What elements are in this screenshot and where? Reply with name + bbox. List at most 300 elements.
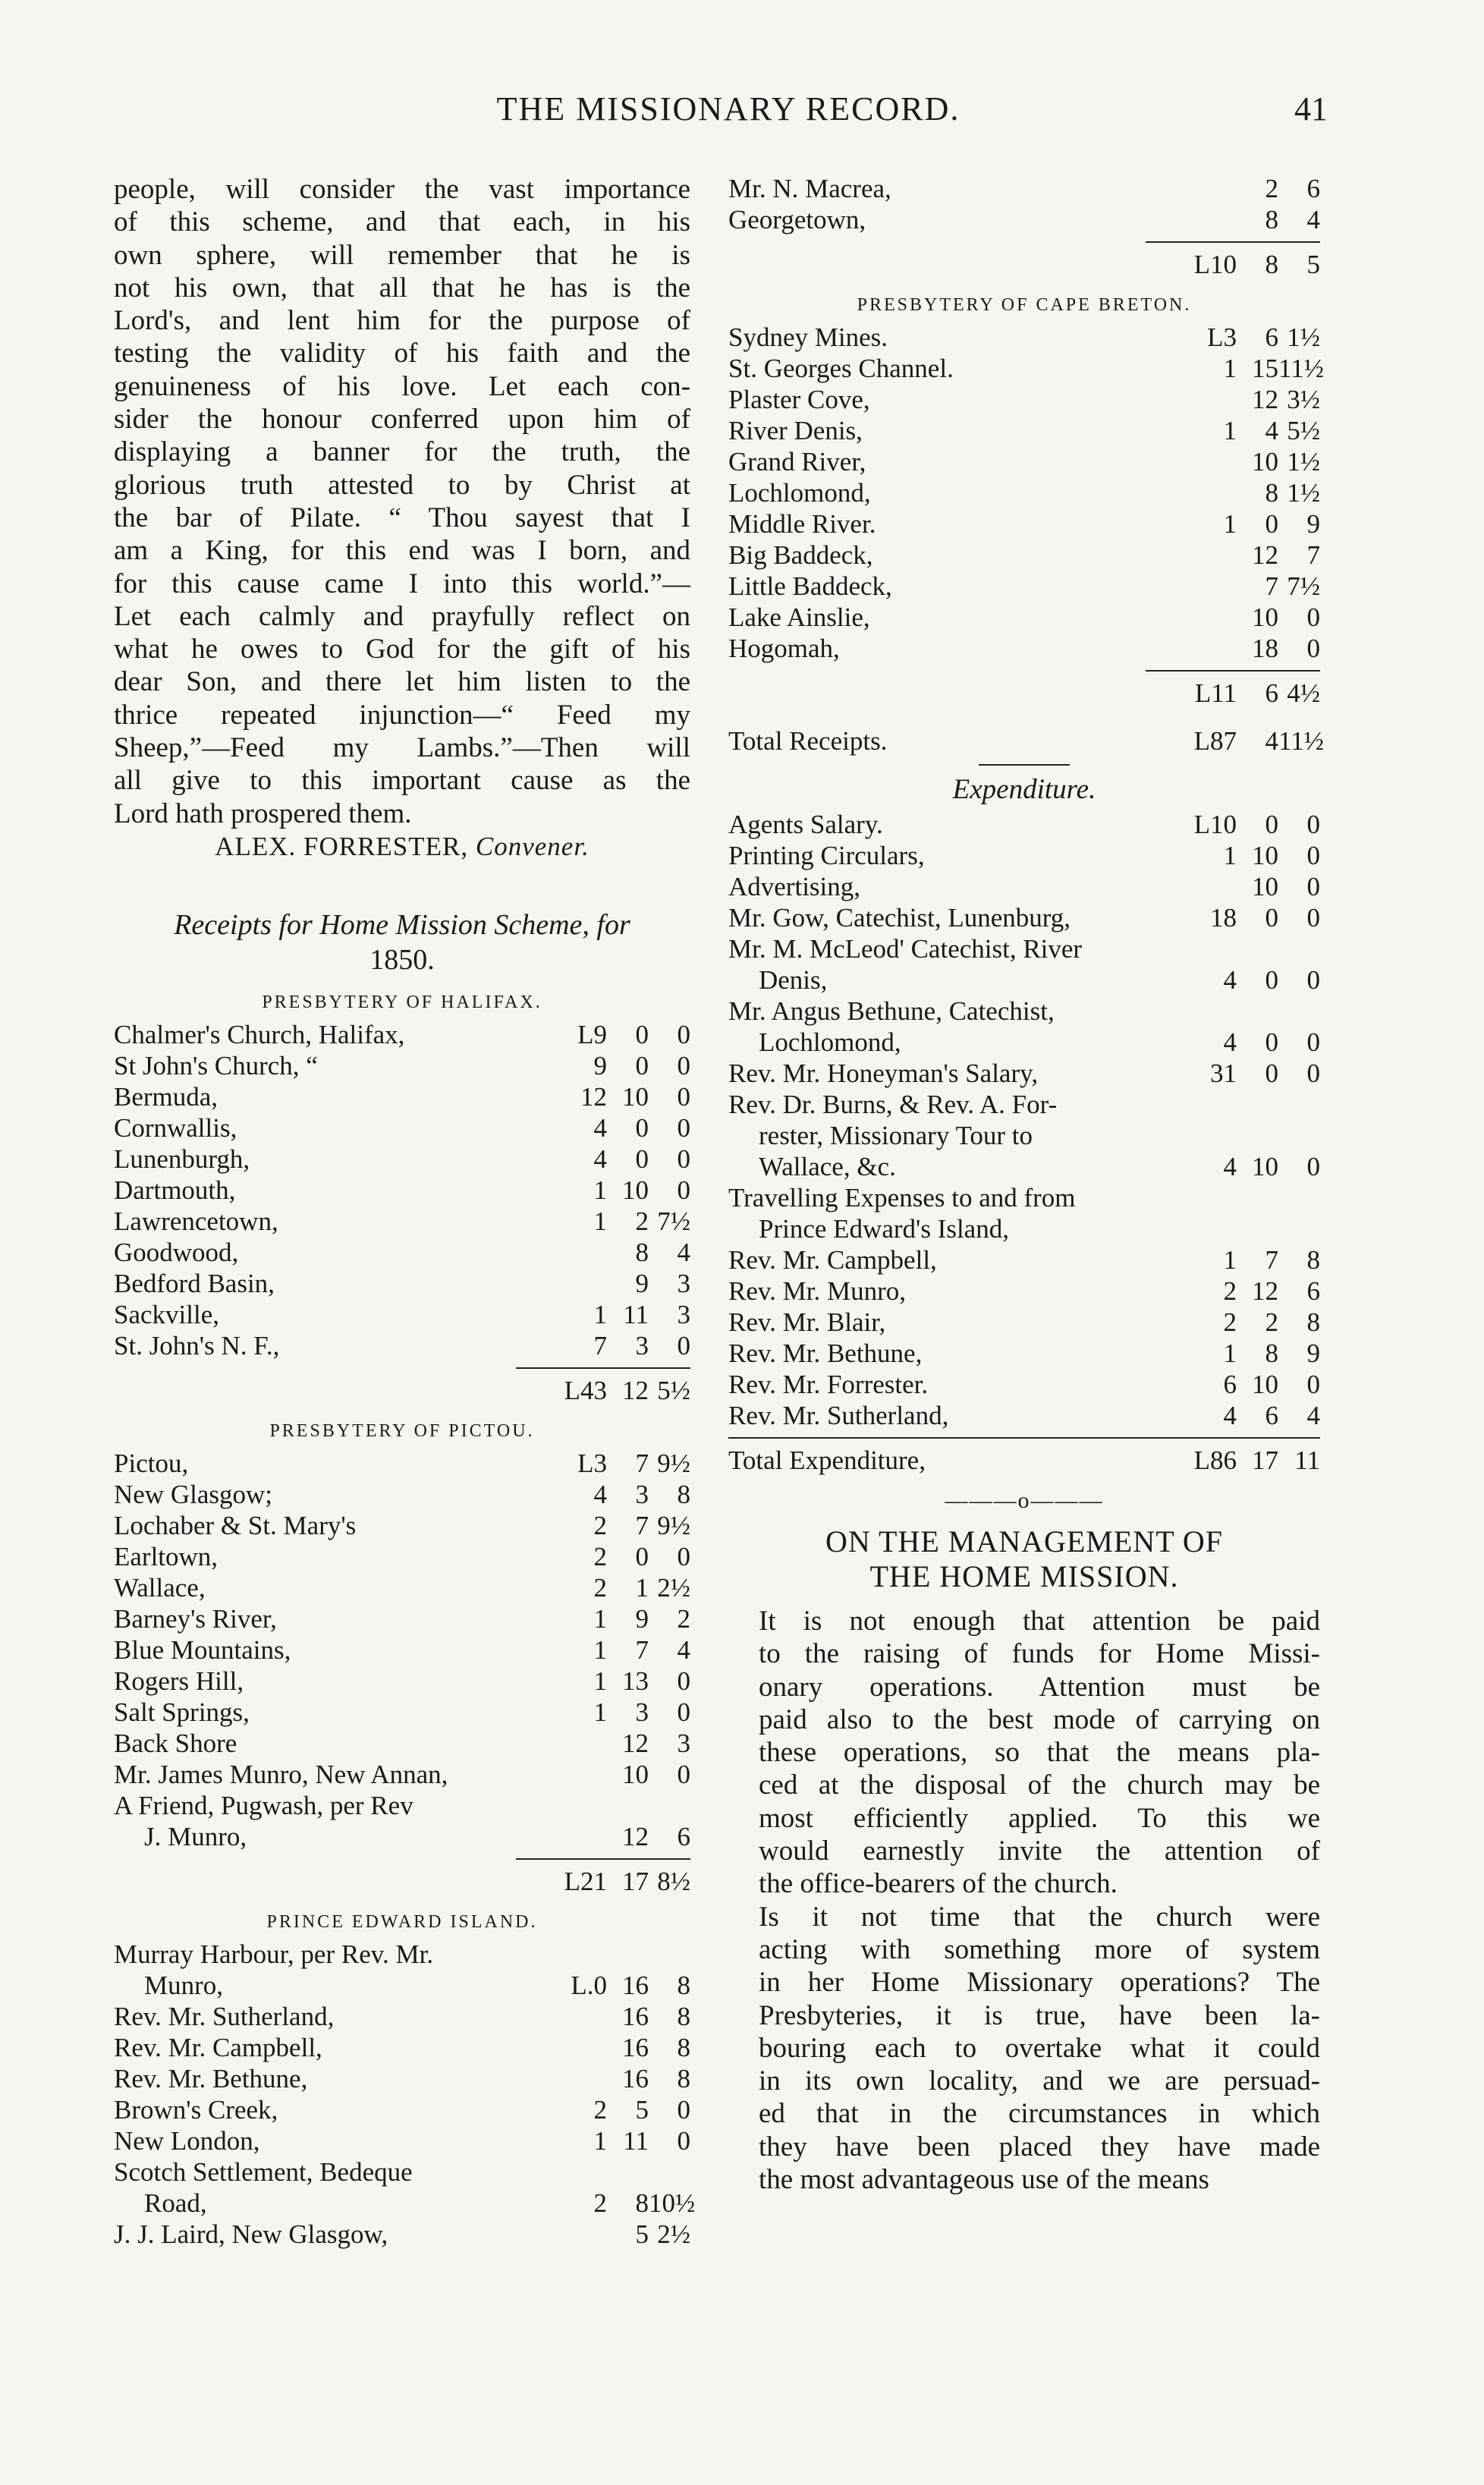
ledger-item: Lake Ainslie, <box>728 602 870 632</box>
ledger-item: Sydney Mines. <box>728 322 888 352</box>
paragraph-line: all give to this important cause as the <box>114 765 690 797</box>
ledger-amount <box>1237 1120 1278 1151</box>
ledger-amount: 0 <box>635 1541 649 1571</box>
ledger-amount <box>1180 384 1237 415</box>
ledger-amount: 11 <box>623 2125 649 2156</box>
article-title-line-2: THE HOME MISSION. <box>869 1559 1179 1593</box>
ledger-row <box>114 1603 690 1634</box>
ledger-row <box>114 1970 690 2001</box>
ledger-amount: 2 <box>593 2188 607 2218</box>
ledger-row <box>728 809 1320 840</box>
ledger-item: St. Georges Channel. <box>728 354 954 383</box>
ledger-amount: 8 <box>635 1237 649 1267</box>
total-receipts: Total Receipts. L87 4 11½ <box>728 726 1324 756</box>
paragraph-line: genuineness of his love. Let each con- <box>114 370 690 402</box>
ledger-amount: 8 <box>677 2032 690 2062</box>
ledger-amount <box>550 2156 607 2188</box>
ledger-item: rester, Missionary Tour to <box>759 1121 1033 1150</box>
ledger-amount: 2½ <box>657 1572 690 1603</box>
paragraph-line: acting with something more of system <box>759 1933 1320 1965</box>
ledger-row <box>114 2188 696 2219</box>
ledger-amount: 7 <box>635 1634 649 1665</box>
ledger-amount: L3 <box>577 1448 607 1478</box>
ledger-amount <box>1237 1089 1278 1120</box>
paragraph-line: thrice repeated injunction—“ Feed my <box>114 699 690 731</box>
pei-total: L10 8 5 <box>1193 250 1320 279</box>
ledger-row <box>728 1307 1320 1338</box>
ledger-amount: 0 <box>1265 965 1278 995</box>
ledger-amount <box>550 2063 607 2094</box>
ledger-amount: 31 <box>1210 1058 1237 1088</box>
paragraph-line: in her Home Missionary operations? The <box>759 1967 1320 1999</box>
ledger-amount: 4 <box>593 1479 607 1509</box>
ledger-amount: 2 <box>1265 174 1278 203</box>
ledger-item: Georgetown, <box>728 205 866 234</box>
ledger-amount: 0 <box>1265 509 1278 539</box>
ledger-amount: 2 <box>635 1206 649 1236</box>
paragraph-line: to the raising of funds for Home Missi- <box>759 1638 1320 1670</box>
receipts-heading <box>114 907 690 977</box>
ledger-item: Munro, <box>144 1970 224 2000</box>
ledger-amount: 0 <box>1306 841 1320 870</box>
expenditure-heading: Expenditure. <box>952 774 1096 805</box>
ledger-amount: 0 <box>677 1759 690 1789</box>
ledger-amount: 8 <box>677 2063 690 2093</box>
ledger-item: Road, <box>144 2188 207 2218</box>
pictou-ledger <box>114 1448 690 1852</box>
ledger-item: Lochaber & St. Mary's <box>114 1510 357 1540</box>
ledger-amount: 0 <box>677 1050 690 1081</box>
ledger-amount: 1½ <box>1287 478 1320 508</box>
ledger-row <box>114 1821 690 1852</box>
ledger-item: Rev. Mr. Bethune, <box>114 2063 308 2093</box>
ledger-item: Salt Springs, <box>114 1697 250 1727</box>
ledger-amount: 4 <box>1223 1152 1237 1181</box>
halifax-heading: PRESBYTERY OF HALIFAX. <box>262 992 542 1012</box>
ledger-item: Rev. Mr. Campbell, <box>114 2032 322 2062</box>
ledger-amount: 5½ <box>1287 416 1320 445</box>
ledger-amount: 0 <box>1306 872 1320 901</box>
ledger-amount: 0 <box>635 1143 649 1174</box>
ledger-amount: 7 <box>1265 1245 1278 1275</box>
ledger-amount: 6 <box>1265 1401 1278 1430</box>
article-title-line-1: ON THE MANAGEMENT OF <box>825 1524 1224 1559</box>
ledger-amount: 8 <box>1265 205 1278 234</box>
ledger-amount <box>1180 602 1237 633</box>
ledger-item: Cornwallis, <box>114 1112 237 1143</box>
ledger-amount <box>1180 1120 1237 1151</box>
ledger-row <box>114 1050 690 1081</box>
paragraph-line: sider the honour conferred upon him of <box>114 404 690 436</box>
ledger-row <box>728 633 1320 664</box>
halifax-ledger <box>114 1019 690 1361</box>
ledger-item: Plaster Cove, <box>728 385 870 414</box>
ledger-item: Lunenburgh, <box>114 1143 250 1174</box>
ledger-amount: 0 <box>677 1081 690 1112</box>
halifax-total: L43 12 5½ <box>564 1375 690 1405</box>
ledger-item: Bermuda, <box>114 1081 219 1112</box>
paragraph-line: most efficiently applied. To this we <box>759 1802 1320 1834</box>
ledger-amount: 0 <box>677 1112 690 1143</box>
ledger-amount: 9 <box>1306 509 1320 539</box>
pictou-rule <box>516 1858 690 1860</box>
ledger-amount: 5 <box>635 2094 649 2125</box>
ledger-item: Rev. Mr. Sutherland, <box>728 1401 949 1430</box>
ledger-amount: 9 <box>635 1603 649 1634</box>
ledger-item: Rev. Dr. Burns, & Rev. A. For- <box>728 1090 1058 1119</box>
ledger-amount <box>607 1790 649 1821</box>
paragraph-line: testing the validity of his faith and the <box>114 338 690 370</box>
signature <box>114 832 690 862</box>
ledger-amount: 7 <box>1265 571 1278 601</box>
ledger-amount: 1 <box>593 1666 607 1696</box>
ledger-item: Rev. Mr. Blair, <box>728 1307 886 1337</box>
ledger-amount: 4 <box>1223 965 1237 995</box>
ledger-item: Chalmer's Church, Halifax, <box>114 1019 405 1049</box>
ledger-amount: 3 <box>635 1479 649 1509</box>
ledger-row <box>114 1541 690 1572</box>
ledger-item: Dartmouth, <box>114 1175 236 1205</box>
paragraph-line: the bar of Pilate. “ Thou sayest that I <box>114 502 690 533</box>
ledger-amount <box>1180 871 1237 902</box>
ledger-amount: 0 <box>1265 810 1278 839</box>
ledger-row <box>728 477 1320 508</box>
ledger-amount: 7 <box>1306 540 1320 570</box>
ledger-item: Wallace, &c. <box>759 1152 896 1181</box>
ledger-amount <box>550 1728 607 1759</box>
ledger-item: Scotch Settlement, Bedeque <box>114 2156 413 2187</box>
ledger-amount <box>607 1939 649 1970</box>
paragraph-line: own sphere, will remember that he is <box>114 239 690 271</box>
ledger-amount: 8 <box>1306 1307 1320 1337</box>
ledger-amount: 12 <box>1252 540 1278 570</box>
ledger-row <box>728 1151 1320 1182</box>
ledger-amount: 8 <box>677 1479 690 1509</box>
ledger-amount <box>1278 1182 1320 1213</box>
left-column <box>114 173 696 2250</box>
paragraph-line: ed that in the circumstances in which <box>759 2098 1320 2130</box>
ledger-amount: 0 <box>677 1697 690 1727</box>
ledger-amount <box>550 1821 607 1852</box>
ledger-amount: L9 <box>577 1019 607 1049</box>
paragraph-line: in its own locality, and we are persuad- <box>759 2065 1320 2097</box>
ledger-row <box>114 1206 690 1237</box>
ledger-amount <box>1237 996 1278 1027</box>
paragraph-line: Let each calmly and prayfully reflect on <box>114 600 690 632</box>
ledger-amount: 9 <box>593 1050 607 1081</box>
ledger-amount <box>550 1237 607 1268</box>
ledger-amount: L.0 <box>571 1970 607 2000</box>
ledger-item: Grand River, <box>728 447 866 477</box>
ledger-amount: 6 <box>677 1821 690 1851</box>
ledger-amount: 10 <box>622 1759 649 1789</box>
ledger-amount <box>1278 1120 1320 1151</box>
ledger-row <box>114 1299 690 1330</box>
running-title: THE MISSIONARY RECORD. <box>496 90 961 127</box>
cape-breton-ledger <box>728 322 1324 664</box>
pictou-total: L21 17 8½ <box>564 1866 690 1896</box>
ledger-amount: 9 <box>1306 1338 1320 1368</box>
paragraph-line: Is it not time that the church were <box>759 1901 1320 1933</box>
ledger-amount: 3 <box>635 1697 649 1727</box>
ledger-item: St. John's N. F., <box>114 1330 280 1360</box>
ledger-item: Agents Salary. <box>728 810 883 839</box>
ledger-amount: 1½ <box>1287 322 1320 352</box>
ledger-amount <box>1180 633 1237 664</box>
ledger-row <box>114 1143 690 1175</box>
paragraph-line: would earnestly invite the attention of <box>759 1835 1320 1867</box>
ledger-amount: 0 <box>677 1019 690 1049</box>
ledger-amount: 4 <box>1223 1401 1237 1430</box>
ledger-amount: 10 <box>622 1175 649 1205</box>
paragraph-line: Lord's, and lent him for the purpose of <box>114 305 690 337</box>
ledger-amount <box>550 2032 607 2063</box>
ledger-amount: 1 <box>1223 1338 1237 1368</box>
paragraph-line: ced at the disposal of the church may be <box>759 1769 1320 1801</box>
ledger-amount: 1 <box>1223 841 1237 870</box>
ledger-amount <box>550 1268 607 1299</box>
article-paragraph-2 <box>728 1901 1320 2197</box>
ledger-item: Lochlomond, <box>728 478 871 508</box>
ledger-row <box>114 1759 690 1790</box>
ledger-row <box>728 996 1320 1027</box>
ledger-amount: 7½ <box>1287 571 1320 601</box>
ledger-amount <box>1278 1213 1320 1244</box>
ledger-item: Back Shore <box>114 1728 237 1758</box>
pei-rule <box>1146 241 1320 243</box>
ledger-amount: 13 <box>622 1666 649 1696</box>
ledger-amount: 0 <box>1306 1058 1320 1088</box>
ledger-amount: 1 <box>593 1697 607 1727</box>
ledger-item: Rev. Mr. Campbell, <box>728 1245 937 1275</box>
ledger-amount: 2½ <box>657 2219 690 2249</box>
ledger-row <box>114 1330 690 1361</box>
ledger-amount: 1 <box>593 2125 607 2156</box>
ledger-amount: 12 <box>622 1728 649 1758</box>
ledger-row <box>114 1237 690 1268</box>
paragraph-line: the most advantageous use of the means <box>759 2164 1209 2196</box>
ledger-row <box>728 384 1320 415</box>
ledger-amount: 10 <box>622 1081 649 1112</box>
ledger-amount: 4 <box>593 1112 607 1143</box>
ledger-item: Blue Mountains, <box>114 1634 291 1665</box>
ledger-row <box>114 1697 690 1728</box>
ledger-amount: 10 <box>1252 872 1278 901</box>
ledger-amount <box>550 2219 607 2250</box>
ledger-row <box>728 840 1320 871</box>
halifax-rule <box>516 1367 690 1369</box>
ledger-row <box>728 964 1320 996</box>
ledger-amount: 4 <box>1306 205 1320 234</box>
paragraph-line: the office-bearers of the church. <box>759 1868 1118 1900</box>
paragraph-line: bouring each to overtake what it could <box>759 2032 1320 2064</box>
ledger-amount <box>1278 996 1320 1027</box>
ledger-amount: 10½ <box>649 2188 696 2218</box>
ledger-amount: 6 <box>1265 322 1278 352</box>
ledger-amount: 0 <box>635 1019 649 1049</box>
ledger-amount <box>649 2156 690 2188</box>
ledger-amount: 9 <box>635 1268 649 1298</box>
ledger-row <box>728 539 1320 571</box>
ledger-item: Mr. Gow, Catechist, Lunenburg, <box>728 903 1071 933</box>
expenditure-rule <box>728 1437 1320 1439</box>
ledger-row <box>114 2032 690 2063</box>
receipts-divider <box>979 764 1070 766</box>
ledger-item: Mr. N. Macrea, <box>728 174 891 203</box>
ledger-amount <box>1278 933 1320 964</box>
ledger-row <box>114 2094 690 2125</box>
ledger-amount <box>649 1939 690 1970</box>
ledger-amount: 4 <box>1306 1401 1320 1430</box>
ledger-amount: 2 <box>593 1541 607 1571</box>
ledger-amount: 9½ <box>657 1448 690 1478</box>
ledger-item: Sackville, <box>114 1299 219 1329</box>
paragraph-line: displaying a banner for the truth, the <box>114 436 690 468</box>
cape-breton-rule <box>1146 670 1320 672</box>
ledger-item: Rev. Mr. Sutherland, <box>114 2001 335 2031</box>
ledger-amount <box>1180 173 1237 204</box>
ledger-row <box>728 902 1320 933</box>
ledger-amount <box>1237 1213 1278 1244</box>
ledger-amount: 0 <box>677 2094 690 2125</box>
ledger-amount: 1 <box>593 1603 607 1634</box>
ledger-amount: 4 <box>677 1634 690 1665</box>
ledger-row <box>728 571 1320 602</box>
ledger-amount: 18 <box>1210 903 1237 933</box>
ledger-amount: 1 <box>593 1634 607 1665</box>
right-column <box>728 173 1324 2196</box>
ledger-amount: 18 <box>1252 634 1278 663</box>
ledger-amount: 4 <box>593 1143 607 1174</box>
ledger-amount <box>649 1790 690 1821</box>
ledger-item: New Glasgow; <box>114 1479 272 1509</box>
ledger-amount: 3½ <box>1287 385 1320 414</box>
signature-name: ALEX. FORRESTER, <box>215 831 469 861</box>
ledger-amount <box>1237 933 1278 964</box>
page-number: 41 <box>1294 90 1328 127</box>
ledger-amount: 0 <box>1265 1058 1278 1088</box>
total-expenditure: Total Expenditure, L86 17 11 <box>728 1445 1320 1475</box>
ledger-row <box>114 1939 690 1970</box>
ledger-row <box>114 2001 690 2032</box>
ledger-amount: 11½ <box>1278 354 1324 383</box>
ledger-amount <box>1180 1089 1237 1120</box>
ledger-amount: L3 <box>1207 322 1237 352</box>
ledger-row <box>728 322 1320 353</box>
ledger-item: Earltown, <box>114 1541 219 1571</box>
ledger-amount: 15 <box>1252 354 1278 383</box>
ledger-item: Printing Circulars, <box>728 841 925 870</box>
ledger-amount: 0 <box>1265 903 1278 933</box>
ledger-item: Denis, <box>759 965 828 995</box>
pei-continued-ledger <box>728 173 1320 235</box>
ledger-amount: 0 <box>677 2125 690 2156</box>
ledger-item: Lawrencetown, <box>114 1206 278 1236</box>
ledger-amount <box>1180 1182 1237 1213</box>
ledger-row <box>114 1175 690 1206</box>
ledger-row <box>728 933 1320 964</box>
cape-breton-heading: PRESBYTERY OF CAPE BRETON. <box>857 295 1192 315</box>
ledger-amount <box>1180 996 1237 1027</box>
ledger-row <box>114 2125 690 2156</box>
pei-ledger <box>114 1939 696 2250</box>
ledger-row <box>728 602 1320 633</box>
ledger-item: A Friend, Pugwash, per Rev <box>114 1790 413 1820</box>
section-ornament: ———o——— <box>945 1488 1104 1513</box>
paragraph-line: what he owes to God for the gift of his <box>114 634 690 665</box>
ledger-amount: 0 <box>1306 1152 1320 1181</box>
ledger-row <box>114 2219 690 2250</box>
ledger-amount: 2 <box>1265 1307 1278 1337</box>
ledger-amount: 0 <box>635 1112 649 1143</box>
ledger-amount <box>1278 1089 1320 1120</box>
ledger-amount: 11 <box>623 1299 649 1329</box>
ledger-amount <box>1180 477 1237 508</box>
ledger-amount <box>550 1939 607 1970</box>
ledger-amount: 4 <box>1223 1027 1237 1057</box>
ledger-row <box>728 1213 1320 1244</box>
ledger-amount: 2 <box>677 1603 690 1634</box>
paragraph-line: these operations, so that the means pla- <box>759 1737 1320 1769</box>
ledger-amount: 2 <box>593 1510 607 1540</box>
ledger-amount: 1½ <box>1287 447 1320 477</box>
ledger-item: Wallace, <box>114 1572 206 1603</box>
ledger-amount: 8 <box>635 2188 649 2218</box>
ledger-item: Bedford Basin, <box>114 1268 275 1298</box>
ledger-amount: 2 <box>593 2094 607 2125</box>
ledger-amount: 1 <box>593 1175 607 1205</box>
ledger-item: Rev. Mr. Honeyman's Salary, <box>728 1058 1039 1088</box>
ledger-amount: 4 <box>677 1237 690 1267</box>
ledger-item: Little Baddeck, <box>728 571 892 601</box>
paragraph-line: glorious truth attested to by Christ at <box>114 469 690 501</box>
ledger-item: River Denis, <box>728 416 863 445</box>
ledger-amount: 3 <box>677 1299 690 1329</box>
ledger-amount: 3 <box>677 1728 690 1758</box>
ledger-amount: 7 <box>635 1448 649 1478</box>
article-paragraph-1 <box>728 1605 1320 1901</box>
ledger-amount: 2 <box>593 1572 607 1603</box>
ledger-amount: 0 <box>1306 634 1320 663</box>
ledger-row <box>114 1019 690 1050</box>
ledger-row <box>728 1182 1320 1213</box>
ledger-amount: 8 <box>1265 478 1278 508</box>
expenditure-ledger <box>728 809 1320 1431</box>
ledger-row <box>728 1400 1320 1431</box>
ledger-amount: 6 <box>1223 1370 1237 1399</box>
ledger-amount: 1 <box>593 1299 607 1329</box>
ledger-row <box>114 1666 690 1697</box>
ledger-amount: 2 <box>1223 1276 1237 1306</box>
ledger-amount <box>1180 1213 1237 1244</box>
ledger-amount: 10 <box>1252 1370 1278 1399</box>
paragraph-line: It is not enough that attention be paid <box>759 1606 1320 1637</box>
paragraph-line: people, will consider the vast importance <box>114 174 690 205</box>
ledger-amount: 16 <box>622 2001 649 2031</box>
ledger-item: Murray Harbour, per Rev. Mr. <box>114 1939 434 1969</box>
ledger-amount: 0 <box>1265 1027 1278 1057</box>
ledger-row <box>728 871 1320 902</box>
ledger-amount: L10 <box>1193 810 1237 839</box>
ledger-item: Big Baddeck, <box>728 540 873 570</box>
ledger-item: J. J. Laird, New Glasgow, <box>114 2219 388 2249</box>
ledger-row <box>728 415 1320 446</box>
ledger-amount: 16 <box>622 2032 649 2062</box>
ledger-amount: 1 <box>1223 354 1237 383</box>
ledger-amount <box>1180 933 1237 964</box>
ledger-row <box>728 173 1320 204</box>
ledger-amount: 10 <box>1252 602 1278 632</box>
